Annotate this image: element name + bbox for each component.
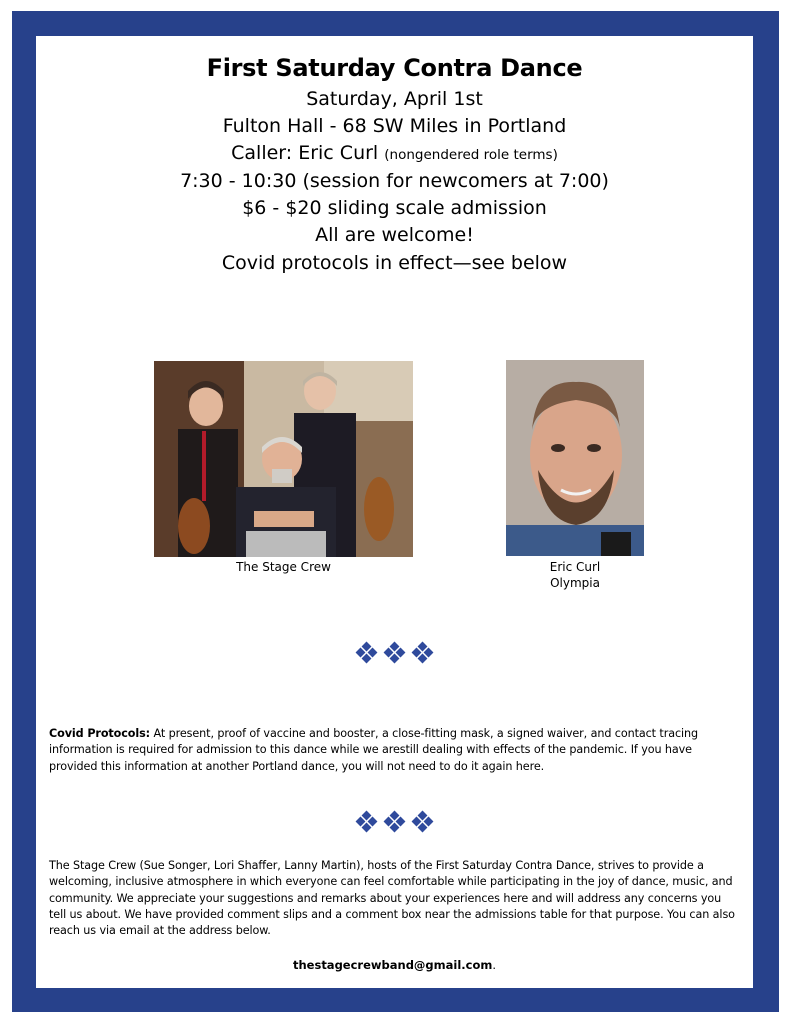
covid-protocols-paragraph (49, 726, 739, 775)
event-welcome: All are welcome! (315, 224, 474, 246)
flyer-page (36, 36, 753, 988)
diamond-ornament-2 (36, 810, 753, 834)
about-paragraph: The Stage Crew (Sue Songer, Lori Shaffer, Lanny Martin), hosts of the First Saturday Contra Dance, strives to provide a welcoming, inclusive atmosphere in which everyone can feel comfortable while participating in the joy of dance, music, and community. We appreciate your suggestions and remarks about your experiences here and will address any concerns you tell us about. We have provided comment slips and a comment box near the admissions table for that purpose. You can also reach us via email at the address below. (49, 859, 735, 938)
contact-email-period: . (492, 958, 497, 972)
band-photo (154, 361, 413, 557)
event-covid-line: Covid protocols in effect—see below (221, 252, 568, 274)
covid-heading: Covid Protocols: (49, 727, 151, 740)
caller-note: (nongendered role terms) (384, 147, 558, 163)
caller-caption-name: Eric Curl (549, 560, 601, 574)
event-caller (36, 142, 753, 165)
caller-caption-place: Olympia (550, 575, 600, 590)
contact-email-link[interactable]: thestagecrewband@gmail.com (292, 958, 493, 972)
caller-photo (506, 360, 644, 556)
event-venue: Fulton Hall - 68 SW Miles in Portland (222, 115, 567, 137)
covid-body: At present, proof of vaccine and booster, a close-fitting mask, a signed waiver, and contact tracing information is required for admission to this dance while we arestill dealing with effects of the pandemic. If you have provided this information at another Portland dance, you will not need to do it again here. (49, 727, 698, 773)
diamond-ornament (36, 641, 753, 665)
flyer-title: First Saturday Contra Dance (206, 54, 583, 82)
band-caption: The Stage Crew (236, 560, 331, 574)
event-time: 7:30 - 10:30 (session for newcomers at 7:00) (180, 170, 609, 192)
event-date: Saturday, April 1st (306, 88, 483, 110)
caller-caption (506, 560, 644, 591)
event-admission: $6 - $20 sliding scale admission (242, 197, 547, 219)
contact-email-line (36, 958, 753, 972)
caller-label: Caller: Eric Curl (231, 142, 379, 164)
